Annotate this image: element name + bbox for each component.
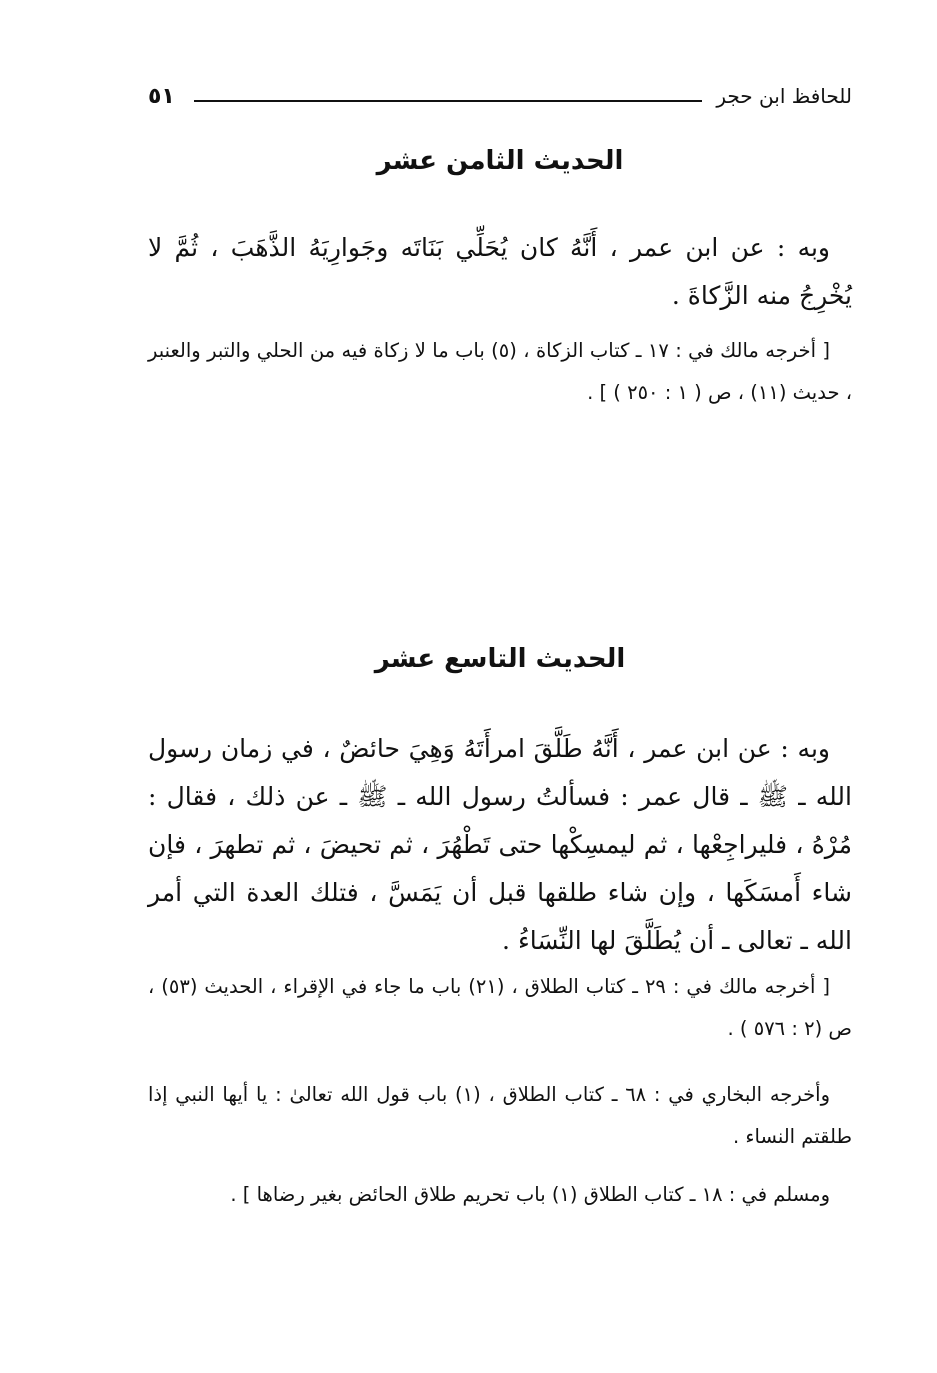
hadith-19-note-malik: [ أخرجه مالك في : ٢٩ ـ كتاب الطلاق ، (٢١) باب ما جاء في الإقراء ، الحديث (٥٣) ، ص (٢ : ٥٧٦ ) . [148,975,852,1040]
page-number: ٥١ [148,84,175,109]
hadith-18-note: [ أخرجه مالك في : ١٧ ـ كتاب الزكاة ، (٥) باب ما لا زكاة فيه من الحلي والتبر والعنبر ، حديث (١١) ، ص ( ١ : ٢٥٠ ) ] . [148,339,852,404]
hadith-19-text: وبه : عن ابن عمر ، أَنَّهُ طَلَّقَ امرأَتَهُ وَهِيَ حائضٌ ، في زمان رسول الله ـ ﷺ ـ قال عمر : فسألتُ رسول الله ـ ﷺ ـ عن ذلك ، فقال : مُرْهُ ، فليراجِعْها ، ثم ليمسِكْها حتى تَطْهُرَ ، ثم تحيضَ ، ثم تطهرَ ، فإن شاء أَمسَكَها ، وإن شاء طلقها قبل أن يَمَسَّ ، فتلك العدة التي أمر الله ـ تعالى ـ أن يُطَلَّقَ لها النِّسَاءُ . [148,734,852,955]
hadith-19-note-bukhari: وأخرجه البخاري في : ٦٨ ـ كتاب الطلاق ، (١) باب قول الله تعالىٰ : يا أيها النبي إذا طلقتم النساء . [148,1083,852,1148]
hadith-19-note-muslim: ومسلم في : ١٨ ـ كتاب الطلاق (١) باب تحريم طلاق الحائض بغير رضاها ] . [230,1183,830,1206]
header-rule [194,100,702,102]
hadith-18-title: الحديث الثامن عشر [376,146,624,176]
hadith-18-text: وبه : عن ابن عمر ، أَنَّهُ كان يُحَلِّي بَنَاتَه وجَوارِيَهُ الذَّهَبَ ، ثُمَّ لا يُخْرِجُ منه الزَّكاةَ . [148,233,852,310]
hadith-19-title: الحديث التاسع عشر [374,644,626,674]
running-title: للحافظ ابن حجر [716,84,852,108]
page-header [148,84,852,114]
